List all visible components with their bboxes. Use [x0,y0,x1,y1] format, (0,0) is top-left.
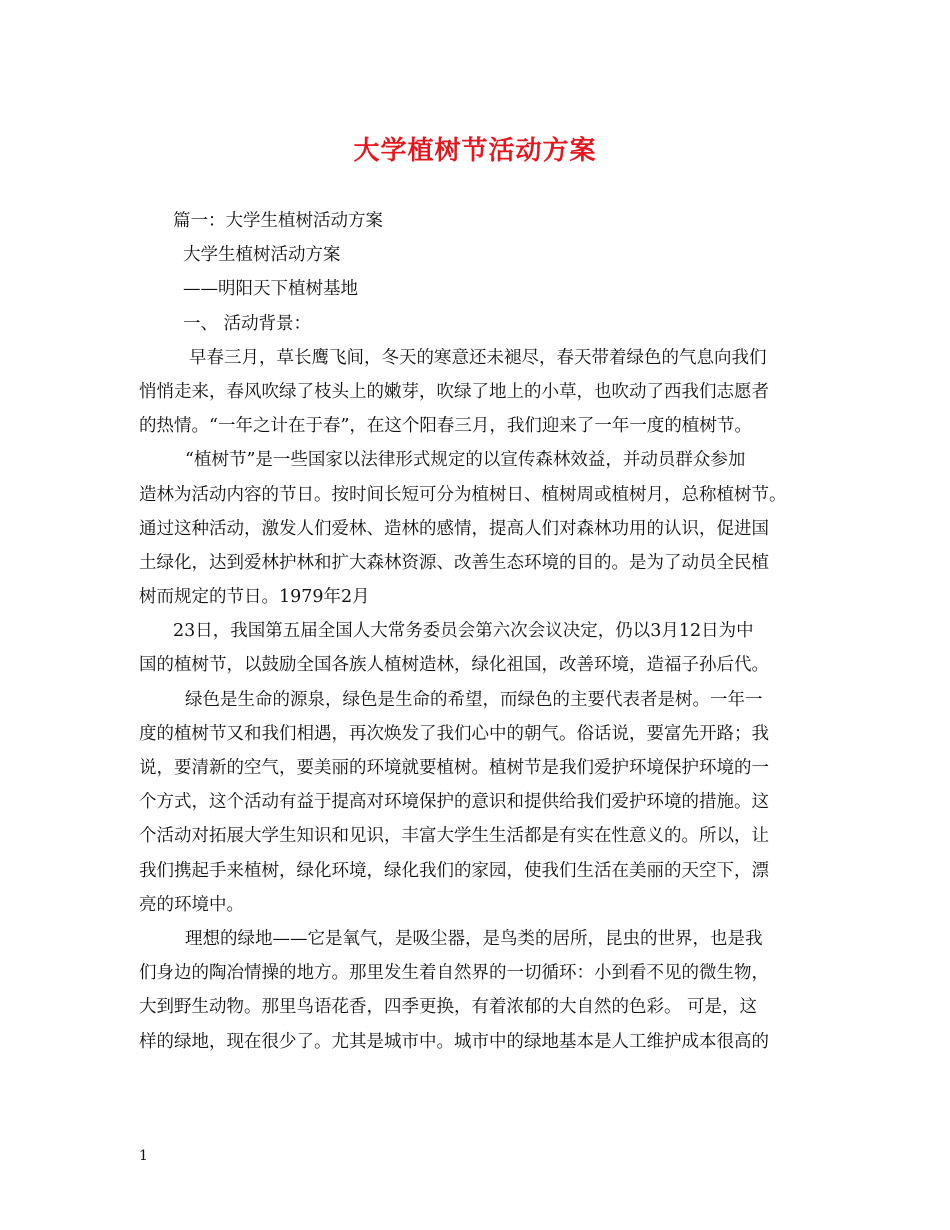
paragraph-line: 国的植树节，以鼓励全国各族人植树造林，绿化祖国，改善环境，造福子孙后代。 [139,655,769,676]
document-title: 大学植树节活动方案 [353,136,597,166]
paragraph-green-life [139,683,819,922]
paragraph-line: 的热情。“一年之计在于春”，在这个阳春三月，我们迎来了一年一度的植树节。 [139,416,752,437]
paragraph-line: 亮的环境中。 [139,894,244,915]
paragraph-ideal-green-space [139,922,819,1059]
paragraph-line: 理想的绿地——它是氧气，是吸尘器，是鸟类的居所，昆虫的世界，也是我 [185,928,763,949]
paragraph-line: 树而规定的节日。1979年2月 [139,587,370,608]
paragraph-line: 通过这种活动，激发人们爱林、造林的感情，提高人们对森林功用的认识，促进国 [139,518,769,539]
document-body [139,204,819,1059]
paragraph-line: 早春三月，草长鹰飞间，冬天的寒意还未褪尽，春天带着绿色的气息向我们 [189,347,767,368]
paragraph-line: 造林为活动内容的节日。按时间长短可分为植树日、植树周或植树月，总称植树节。 [139,484,787,505]
paragraph-line: 大到野生动物。那里鸟语花香，四季更换，有着浓郁的大自然的色彩。 可是，这 [139,997,758,1018]
paragraph-early-spring [139,341,819,444]
paragraph-line: 说，要清新的空气，要美丽的环境就要植树。植树节是我们爱护环境保护环境的一 [139,758,769,778]
paragraph-line: 土绿化，达到爱林护林和扩大森林资源、改善生态环境的目的。是为了动员全民植 [139,552,769,573]
paragraph-line: 们身边的陶冶情操的地方。那里发生着自然界的一切循环：小到看不见的微生物， [139,963,769,984]
paragraph-line: 样的绿地，现在很少了。尤其是城市中。城市中的绿地基本是人工维护成本很高的 [139,1031,769,1052]
paragraph-line: 个方式，这个活动有益于提高对环境保护的意识和提供给我们爱护环境的措施。这 [139,792,769,813]
paragraph-line: “植树节”是一些国家以法律形式规定的以宣传森林效益，并动员群众参加 [185,450,746,471]
paragraph-arbor-day-definition [139,443,819,614]
heading-plan-name: 大学生植树活动方案 [183,245,341,266]
paragraph-march-twelfth [139,614,819,682]
paragraph-line: 个活动对拓展大学生知识和见识，丰富大学生生活都是有实在性意义的。所以，让 [139,826,769,847]
paragraph-line: 绿色是生命的源泉，绿色是生命的希望，而绿色的主要代表者是树。一年一 [185,689,763,710]
paragraph-line: 我们携起手来植树，绿化环境，绿化我们的家园，使我们生活在美丽的天空下，漂 [139,860,769,881]
page-number: 1 [139,1148,148,1164]
heading-part-one: 篇一：大学生植树活动方案 [173,211,383,231]
paragraph-line: 23日，我国第五届全国人大常务委员会第六次会议决定，仍以3月12日为中 [173,621,754,642]
paragraph-line: 悄悄走来，春风吹绿了枝头上的嫩芽，吹绿了地上的小草，也吹动了西我们志愿者 [139,381,769,402]
heading-location: ——明阳天下植树基地 [183,279,358,300]
paragraph-line: 度的植树节又和我们相遇，再次焕发了我们心中的朝气。俗话说，要富先开路；我 [139,723,769,744]
section-background-heading: 一、 活动背景： [183,313,312,334]
